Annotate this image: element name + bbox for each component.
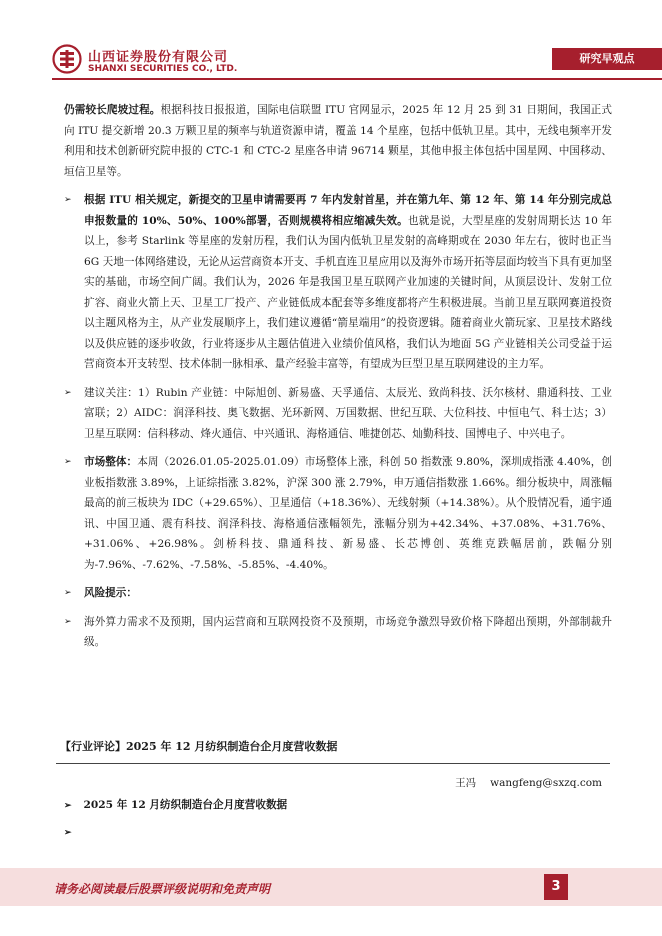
section-heading: 【行业评论】2025 年 12 月纺织制造台企月度营收数据 (60, 740, 338, 753)
bullet-risk-heading (64, 583, 612, 604)
report-type-tag: 研究早观点 (552, 48, 662, 70)
paragraph-lead: 仍需较长爬坡过程。 (64, 104, 161, 116)
arrow-bullet-icon: ➢ (64, 588, 72, 598)
arrow-bullet-icon: ➢ (64, 801, 72, 811)
bullet-risk-items (64, 612, 612, 653)
section-bullet (64, 797, 287, 812)
arrow-bullet-icon: ➢ (64, 616, 72, 627)
bullet-itu-rules (64, 190, 612, 375)
paragraph-text: 也就是说，大型星座的发射周期长达 10 年以上，参考 Starlink 等星座的发射历程，我们认为国内低轨卫星发射的高峰期或在 2030 年左右，彼时也正当 6G 天地一体网络建设，无论从运营商资本开支、手机直连卫星应用以及海外市场开拓等层面均较当下具有更加坚实的基础，市场空间广阔。我们认为，2026 年是我国卫星互联网产业加速的关键时间，从顶层设计、发射工位扩容、商业火箭上天、卫星工厂投产、产业链低成本配套等多维度都将产生积极进展。当前卫星互联网赛道投资以主题风格为主，从产业发展顺序上，我们建议遵循“箭星端用”的投资逻辑。随着商业火箭玩家、卫星技术路线以及供应链的逐步收敛，行业将逐步从主题估值进入业绩价值风格，我们认为地面 5G 产业链相关公司受益于运营商资本开支转型、技术体制一脉相承、量产经验丰富等，有望成为巨型卫星互联网建设的主力军。 (84, 214, 612, 370)
header-divider (52, 78, 662, 80)
author-line (441, 775, 602, 790)
paragraph-text: 海外算力需求不及预期，国内运营商和互联网投资不及预期，市场竞争激烈导致价格下降超出预期，外部制裁升级。 (84, 615, 612, 648)
paragraph-lead: 根据 ITU 相关规定，新提交的卫星申请需要再 7 年内发射首星，并在第九年、第 12 年、第 14 年分别完成总申报数量的 10%、50%、100%部署，否则规模将相应缩减失效。 (84, 194, 612, 227)
page-number: 3 (544, 874, 568, 900)
bullet-recommendations (64, 383, 612, 445)
bullet-market-overview (64, 452, 612, 575)
arrow-bullet-icon: ➢ (64, 457, 72, 467)
section-bullet-text: 2025 年 12 月纺织制造台企月度营收数据 (83, 799, 288, 811)
section-bullet-empty (64, 826, 84, 838)
company-name-en: SHANXI SECURITIES CO., LTD. (88, 64, 238, 74)
shanxi-securities-logo-icon (52, 44, 82, 74)
author-email[interactable]: wangfeng@sxzq.com (490, 777, 602, 789)
section-divider (56, 763, 610, 764)
author-name: 王冯 (455, 777, 477, 789)
page-header (0, 0, 662, 90)
footer-disclaimer: 请务必阅读最后股票评级说明和免责声明 (54, 882, 271, 896)
arrow-bullet-icon: ➢ (64, 387, 72, 398)
arrow-bullet-icon: ➢ (64, 828, 72, 838)
paragraph-text: 本周（2026.01.05-2025.01.09）市场整体上涨，科创 50 指数涨 9.80%，深圳成指涨 4.40%，创业板指数涨 3.89%，上证综指涨 3.82%，沪深 300 涨 2.79%，申万通信指数涨 1.66%。细分板块中，周涨幅最高的前三板块为 IDC（+29.65%）、卫星通信（+18.36%）、无线射频（+14.38%）。从个股情况看，通宇通讯、中国卫通、震有科技、润泽科技、海格通信涨幅领先，涨幅分别为+42.34%、+37.08%、+31.76%、+31.06%、+26.98%。剑桥科技、鼎通科技、新易盛、长芯博创、英维克跌幅居前，跌幅分别为-7.96%、-7.62%、-7.58%、-5.85%、-4.40%。 (84, 456, 612, 571)
main-content (64, 100, 612, 653)
paragraph-text: 根据科技日报报道，国际电信联盟 ITU 官网显示，2025 年 12 月 25 到 31 日期间，我国正式向 ITU 提交新增 20.3 万颗卫星的频率与轨道资源申请，覆盖 14 个星座，包括中低轨卫星。其中，无线电频率开发利用和技术创新研究院申报的 CTC-1 和 CTC-2 星座各申请 96714 颗星，其他申报主体包括中国星网、中国移动、垣信卫星等。 (64, 104, 613, 178)
paragraph-itu-filing (64, 100, 612, 182)
arrow-bullet-icon: ➢ (64, 195, 72, 205)
paragraph-lead: 市场整体： (84, 456, 138, 468)
paragraph-lead: 风险提示： (84, 587, 137, 599)
paragraph-text: 建议关注：1）Rubin 产业链：中际旭创、新易盛、天孚通信、太辰光、致尚科技、沃尔核材、鼎通科技、工业富联；2）AIDC：润泽科技、奥飞数据、光环新网、万国数据、世纪互联、大位科技、中恒电气、科士达；3）卫星互联网：信科移动、烽火通信、中兴通讯、海格通信、唯捷创芯、灿勤科技、国博电子、中兴电子。 (84, 386, 612, 440)
company-name-cn: 山西证券股份有限公司 (88, 50, 229, 65)
